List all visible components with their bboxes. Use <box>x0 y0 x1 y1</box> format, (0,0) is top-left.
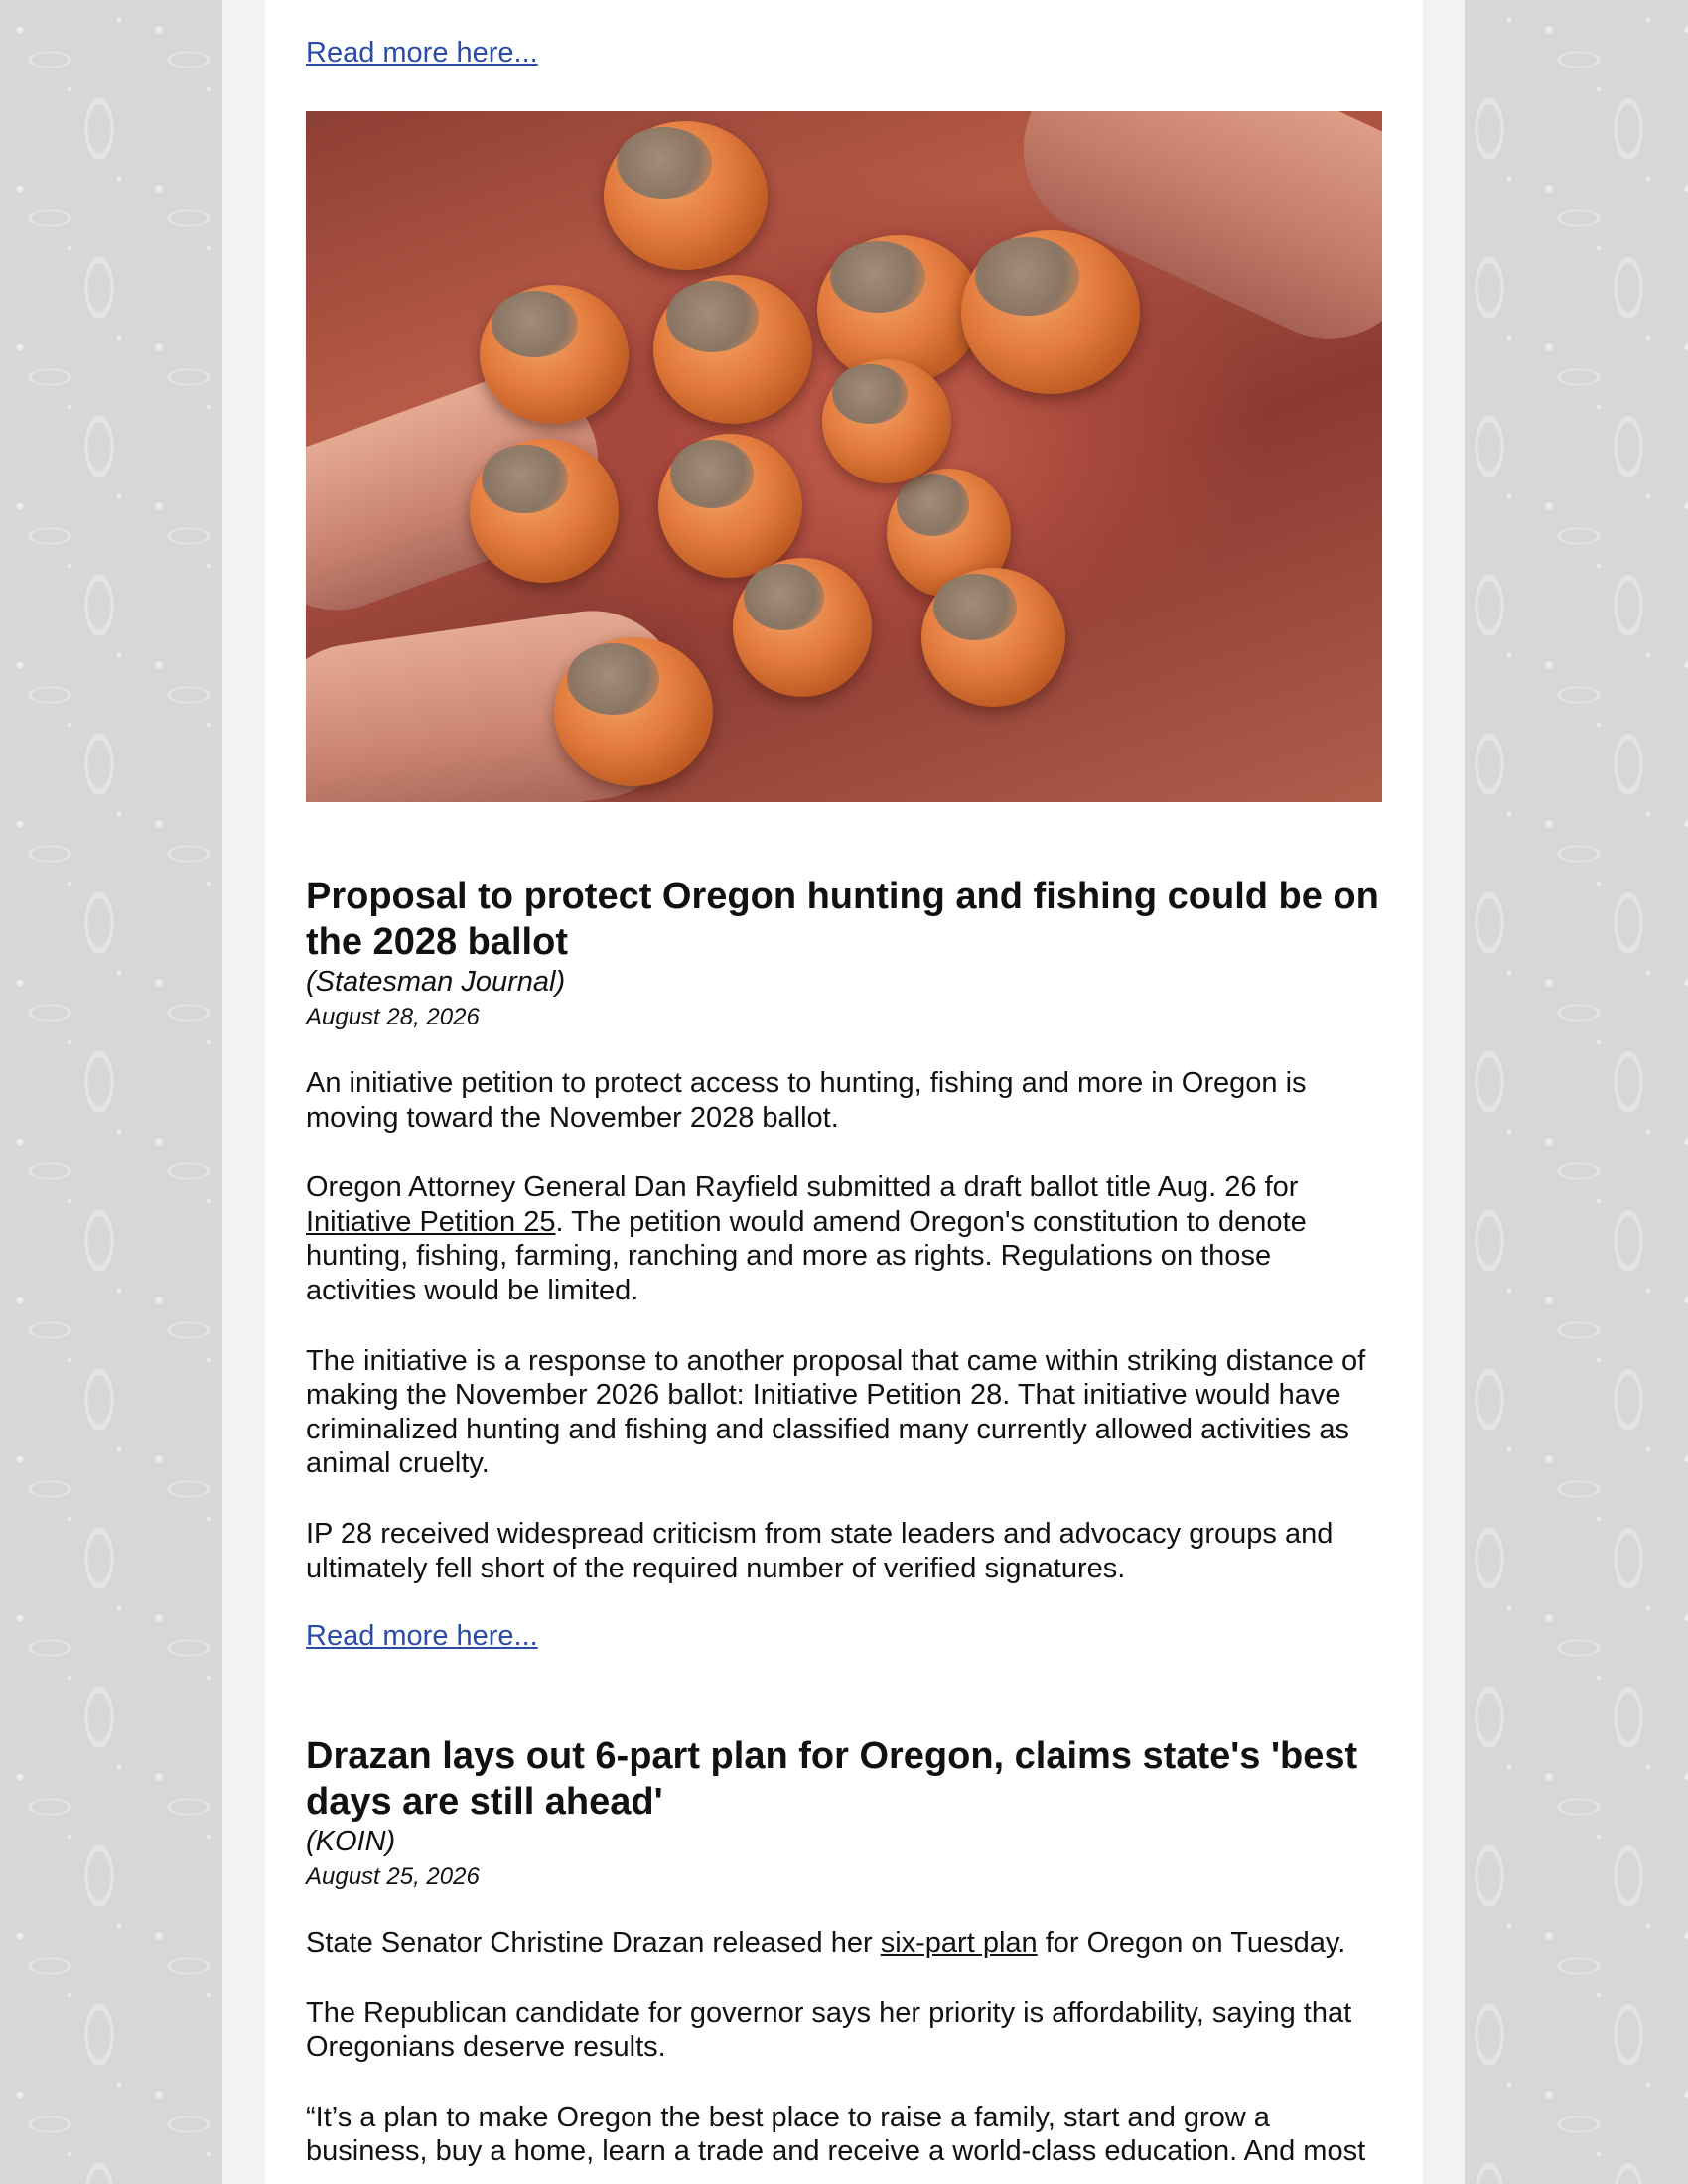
read-more-link[interactable]: Read more here... <box>306 1620 538 1653</box>
paragraph-text: . The petition would amend Oregon's constitution to denote hunting, fishing, farming, ranching and more as rights. Regulations on those activities would be limited. <box>306 1205 1307 1306</box>
article-hunting-fishing <box>306 874 1382 1653</box>
article-paragraph: IP 28 received widespread criticism from state leaders and advocacy groups and ultimately fell short of the required number of verified signatures. <box>306 1517 1334 1584</box>
article-headline: Drazan lays out 6-part plan for Oregon, claims state's 'best days are still ahead' <box>306 1735 1358 1823</box>
article-paragraph: The initiative is a response to another proposal that came within striking distance of making the November 2026 ballot: Initiative Petition 28. That initiative would have criminalized hunting and fishing and classified many currently allowed activities as animal cruelty. <box>306 1344 1366 1480</box>
article-paragraph: An initiative petition to protect access to hunting, fishing and more in Oregon is moving toward the November 2028 ballot. <box>306 1067 1307 1134</box>
email-gutter-left <box>222 0 265 2184</box>
article-paragraph <box>306 1926 1382 1961</box>
article-date: August 25, 2026 <box>306 1863 480 1890</box>
article-paragraph: “It’s a plan to make Oregon the best place to raise a family, start and grow a business, buy a home, learn a trade and receive a world-class education. And most <box>306 2101 1366 2168</box>
newsletter-body <box>265 0 1423 2184</box>
article-date: August 28, 2026 <box>306 1004 480 1030</box>
initiative-petition-25-link[interactable]: Initiative Petition 25 <box>306 1205 556 1238</box>
paragraph-text: Oregon Attorney General Dan Rayfield submitted a draft ballot title Aug. 26 for <box>306 1171 1299 1204</box>
six-part-plan-link[interactable]: six-part plan <box>880 1927 1038 1959</box>
article-paragraph: The Republican candidate for governor says her priority is affordability, saying that Oregonians deserve results. <box>306 1996 1352 2064</box>
paragraph-text: State Senator Christine Drazan released her <box>306 1927 881 1959</box>
read-more-link-previous[interactable]: Read more here... <box>306 37 538 68</box>
article-source: (Statesman Journal) <box>306 966 566 998</box>
article-paragraph <box>306 1170 1382 1307</box>
hazelnuts-in-hand-image <box>306 111 1382 802</box>
email-gutter-right <box>1423 0 1465 2184</box>
paragraph-text: for Oregon on Tuesday. <box>1037 1927 1346 1959</box>
article-drazan-plan <box>306 1733 1382 2169</box>
article-headline: Proposal to protect Oregon hunting and fishing could be on the 2028 ballot <box>306 876 1379 963</box>
article-source: (KOIN) <box>306 1826 396 1857</box>
